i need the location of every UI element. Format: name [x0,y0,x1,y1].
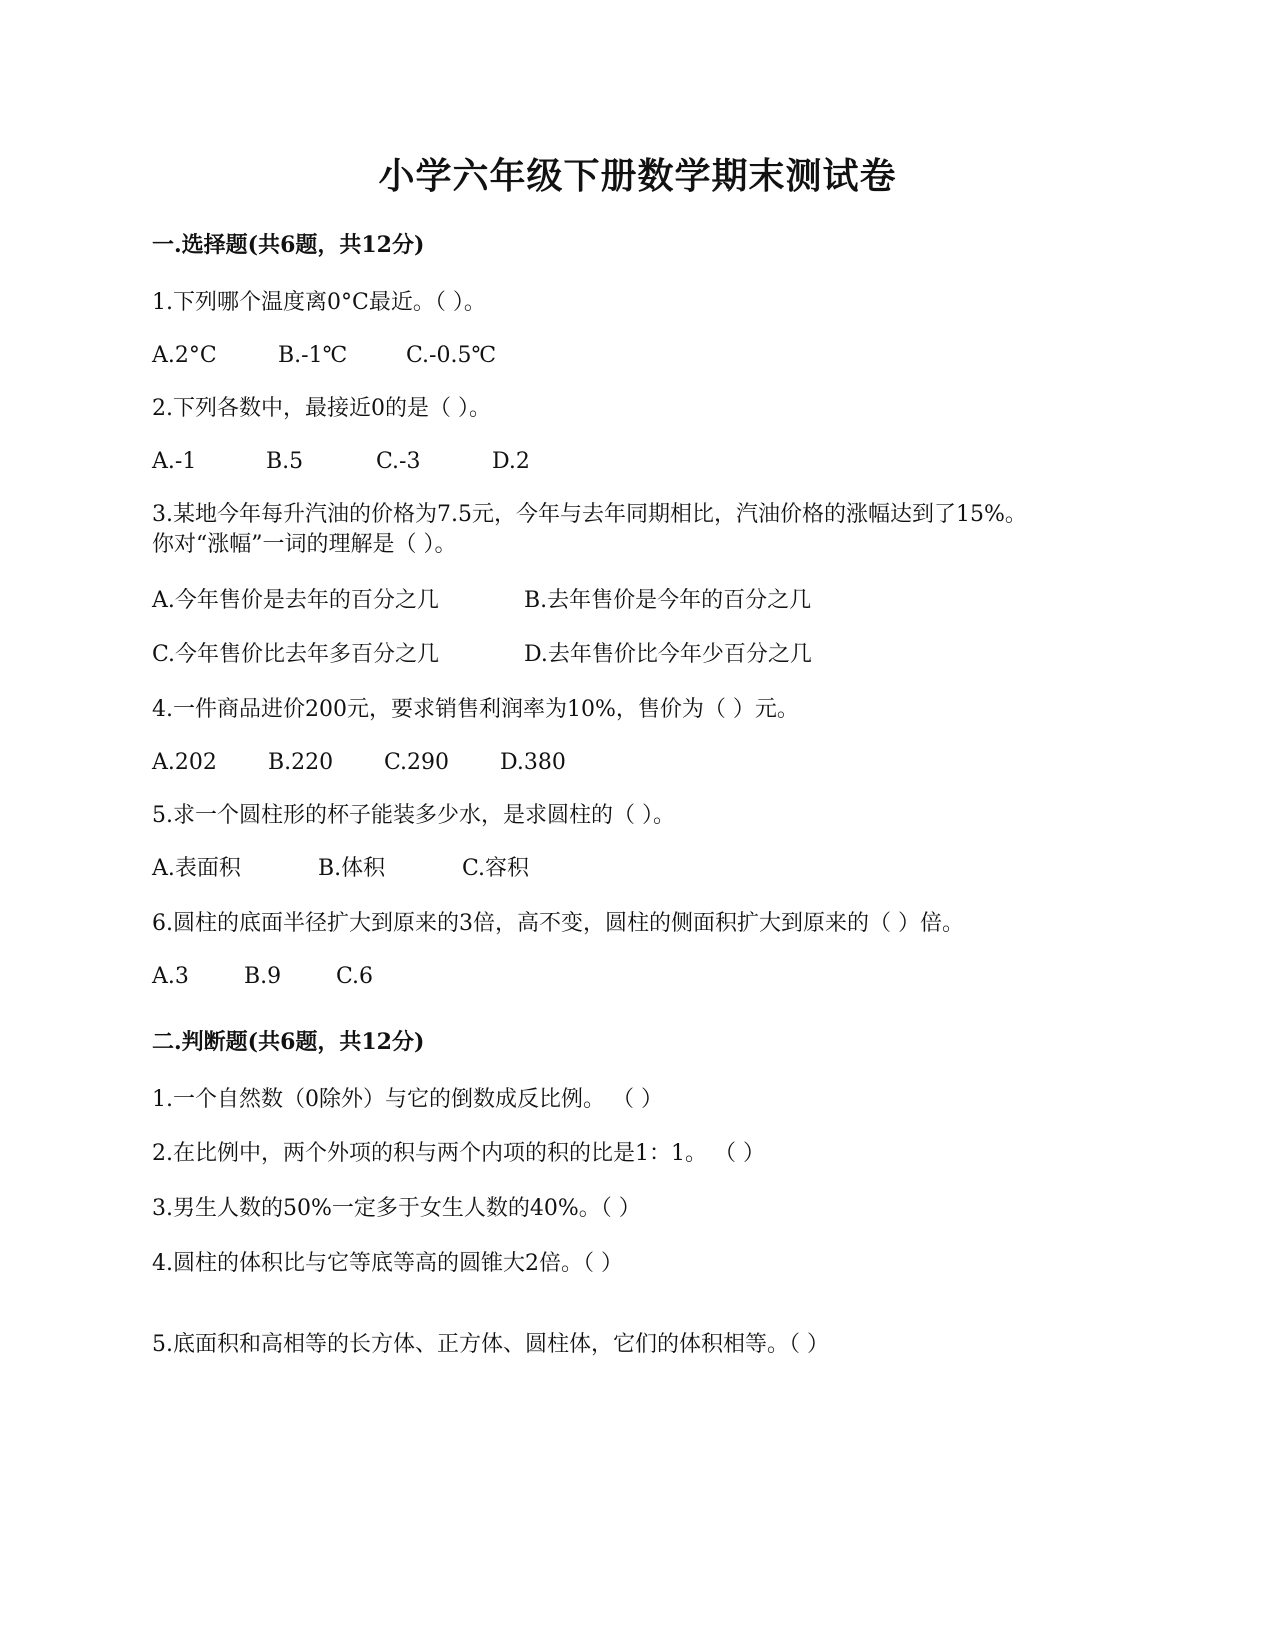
option-d: D.380 [500,750,566,775]
section-heading-choice: 一.选择题(共6题，共12分) [152,232,425,258]
option-c: C.290 [384,750,450,775]
judgment-item: 4.圆柱的体积比与它等底等高的圆锥大2倍。（ ） [152,1251,623,1276]
answer-options [152,639,812,671]
answer-options [152,585,811,617]
option-b: B.去年售价是今年的百分之几 [524,588,812,613]
answer-options [152,340,496,372]
option-c: C.今年售价比去年多百分之几 [152,642,440,667]
option-d: D.去年售价比今年少百分之几 [524,642,812,667]
option-a: A.202 [152,750,217,775]
option-b: B.220 [268,750,334,775]
option-a: A.3 [152,964,189,989]
option-a: A.-1 [152,449,197,474]
option-b: B.-1℃ [278,343,348,368]
option-b: B.体积 [318,856,386,881]
answer-options [152,446,530,478]
question-stem: 4.一件商品进价200元，要求销售利润率为10%，售价为（ ）元。 [152,697,799,722]
option-b: B.5 [266,449,304,474]
answer-options [152,747,566,779]
judgment-item: 1.一个自然数（0除外）与它的倒数成反比例。 （ ） [152,1087,663,1112]
question-stem: 1.下列哪个温度离0°C最近。（ ）。 [152,290,486,315]
question-stem-line2: 你对“涨幅”一词的理解是（ ）。 [152,532,457,557]
option-d: D.2 [492,449,530,474]
option-b: B.9 [244,964,282,989]
judgment-item: 5.底面积和高相等的长方体、正方体、圆柱体，它们的体积相等。（ ） [152,1332,829,1357]
option-a: A.表面积 [152,856,241,881]
question-stem: 5.求一个圆柱形的杯子能装多少水，是求圆柱的（ ）。 [152,803,675,828]
question-stem: 2.下列各数中，最接近0的是（ ）。 [152,396,491,421]
answer-options [152,853,529,885]
option-a: A.今年售价是去年的百分之几 [152,588,439,613]
page-title: 小学六年级下册数学期末测试卷 [378,155,897,197]
question-stem: 6.圆柱的底面半径扩大到原来的3倍，高不变，圆柱的侧面积扩大到原来的（ ）倍。 [152,911,964,936]
section-heading-judgment: 二.判断题(共6题，共12分) [152,1029,425,1055]
option-c: C.容积 [462,856,530,881]
judgment-item: 3.男生人数的50%一定多于女生人数的40%。（ ） [152,1196,641,1221]
option-a: A.2°C [152,343,217,368]
option-c: C.-3 [376,449,421,474]
judgment-item: 2.在比例中，两个外项的积与两个内项的积的比是1：1。 （ ） [152,1141,765,1166]
option-c: C.-0.5℃ [406,343,497,368]
answer-options [152,961,373,993]
option-c: C.6 [336,964,374,989]
question-stem-line1: 3.某地今年每升汽油的价格为7.5元，今年与去年同期相比，汽油价格的涨幅达到了15%。 [152,502,1027,527]
